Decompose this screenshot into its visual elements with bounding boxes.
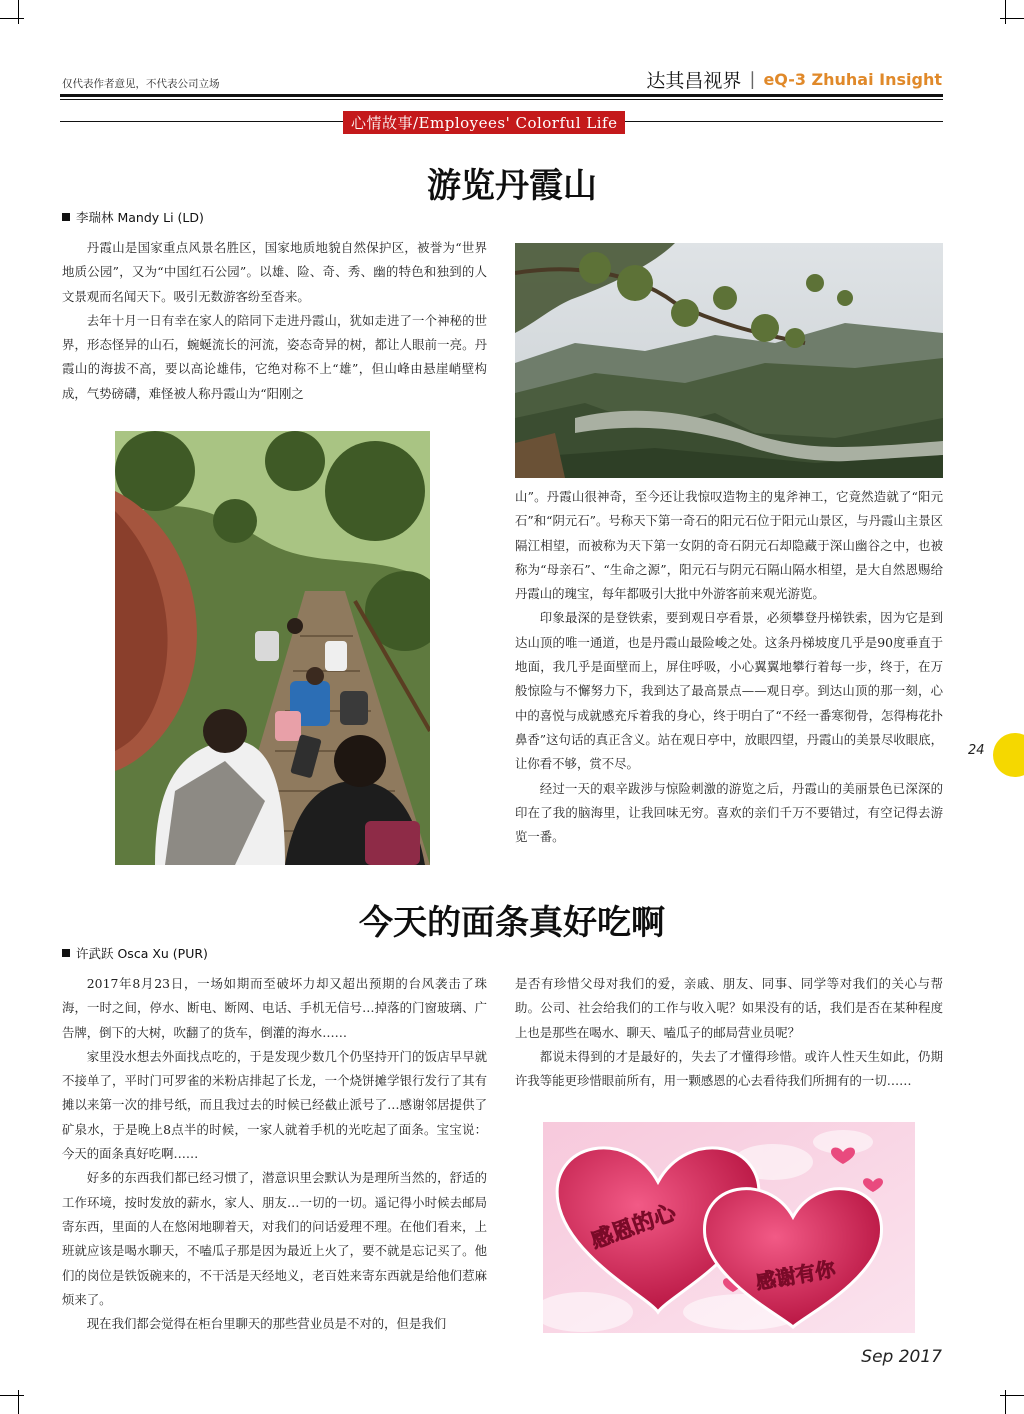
- article-body-right: [515, 485, 943, 849]
- crop-mark: [0, 1395, 24, 1396]
- article-title: 游览丹霞山: [427, 166, 597, 206]
- author-name: 李瑞林 Mandy Li (LD): [76, 210, 204, 225]
- magazine-masthead: [646, 66, 942, 93]
- masthead-separator: |: [749, 69, 756, 90]
- author-name: 许武跃 Osca Xu (PUR): [76, 946, 208, 961]
- header-rule: [60, 94, 943, 97]
- crop-mark: [18, 1390, 19, 1414]
- crop-mark: [0, 18, 24, 19]
- issue-date: Sep 2017: [861, 1347, 942, 1367]
- magazine-name-en: eQ-3 Zhuhai Insight: [763, 70, 942, 89]
- paragraph: 丹霞山是国家重点风景名胜区，国家地质地貌自然保护区，被誉为“世界地质公园”，又为“中国红石公园”。以雄、险、奇、秀、幽的特色和独到的人文景观而名闻天下。吸引无数游客纷至沓来。: [62, 240, 487, 304]
- disclaimer: 仅代表作者意见，不代表公司立场: [62, 78, 220, 90]
- crop-mark: [18, 0, 19, 24]
- magazine-name-cn: 达其昌视界: [646, 70, 742, 92]
- article-body-left: [62, 236, 487, 406]
- byline: [62, 944, 208, 962]
- paragraph: 家里没水想去外面找点吃的，于是发现少数几个仍坚持开门的饭店早早就不接单了，平时门可罗雀的米粉店排起了长龙，一个烧饼摊学银行发行了其有摊以来第一次的排号纸，而且我过去的时候已经截止派号了…感谢邻居提供了矿泉水，于是晚上8点半的时候，一家人就着手机的光吃起了面条。宝宝说：今天的面条真好吃啊……: [62, 1048, 487, 1162]
- article-body-left: [62, 972, 487, 1336]
- paragraph: 好多的东西我们都已经习惯了，潜意识里会默认为是理所当然的，舒适的工作环境，按时发放的薪水，家人、朋友…一切的一切。遥记得小时候去邮局寄东西，里面的人在悠闲地聊着天，对我们的问话爱理不理。在他们看来，上班就应该是喝水聊天，不嗑瓜子那是因为最近上火了，要不就是忘记买了。他们的岗位是铁饭碗来的，不干活是天经地义，老百姓来寄东西就是给他们惹麻烦来了。: [62, 1170, 487, 1307]
- paragraph: 是否有珍惜父母对我们的爱，亲戚、朋友、同事、同学等对我们的关心与帮助。公司、社会给我们的工作与收入呢？如果没有的话，我们是否在某种程度上也是那些在喝水、聊天、嗑瓜子的邮局营业员呢？: [515, 976, 943, 1040]
- byline: [62, 208, 204, 226]
- paragraph: 印象最深的是登铁索，要到观日亭看景，必须攀登丹梯铁索，因为它是到达山顶的唯一通道，也是丹霞山最险峻之处。这条丹梯坡度几乎是90度垂直于地面，我几乎是面壁而上，屏住呼吸，小心翼翼地攀行着每一步，终于，在万般惊险与不懈努力下，我到达了最高景点——观日亭。到达山顶的那一刻，心中的喜悦与成就感充斥着我的身心，终于明白了“不经一番寒彻骨，怎得梅花扑鼻香”这句话的真正含义。站在观日亭中，放眼四望，丹霞山的美景尽收眼底，让你看不够，赏不尽。: [515, 610, 943, 772]
- paragraph: 都说未得到的才是最好的，失去了才懂得珍惜。或许人性天生如此，仍期许我等能更珍惜眼前所有，用一颗感恩的心去看待我们所拥有的一切……: [515, 1048, 943, 1089]
- paragraph: 现在我们都会觉得在柜台里聊天的那些营业员是不对的，但是我们: [86, 1316, 447, 1332]
- climbing-photo: [115, 431, 430, 865]
- section-banner: 心情故事/Employees' Colorful Life: [343, 111, 625, 134]
- bullet-square-icon: [62, 949, 70, 957]
- paragraph: 经过一天的艰辛跋涉与惊险刺激的游览之后，丹霞山的美丽景色已深深的印在了我的脑海里，让我回味无穷。喜欢的亲们千万不要错过，有空记得去游览一番。: [515, 780, 943, 845]
- page-number: 24: [968, 743, 985, 758]
- crop-mark: [1000, 1395, 1024, 1396]
- article-title: 今天的面条真好吃啊: [359, 903, 665, 943]
- card-text-thank-you: 感谢有你: [754, 1256, 838, 1295]
- card-text-grateful-heart: 感恩的心: [587, 1199, 680, 1255]
- bullet-square-icon: [62, 213, 70, 221]
- paragraph: 2017年8月23日，一场如期而至破坏力却又超出预期的台风袭击了珠海，一时之间，停水、断电、断网、电话、手机无信号…掉落的门窗玻璃、广告牌，倒下的大树，吹翻了的货车，倒灌的海水……: [62, 976, 487, 1040]
- greeting-card-image: [543, 1122, 915, 1333]
- crop-mark: [1005, 0, 1006, 24]
- paragraph: 山”。丹霞山很神奇，至今还让我惊叹造物主的鬼斧神工，它竟然造就了“阳元石”和“阴元石”。号称天下第一奇石的阳元石位于阳元山景区，与丹霞山主景区隔江相望，而被称为天下第一女阴的奇石阴元石却隐藏于深山幽谷之中，也被称为“母亲石”、“生命之源”，阳元石与阴元石隔山隔水相望，是大自然恩赐给丹霞山的瑰宝，每年都吸引大批中外游客前来观光游览。: [515, 489, 943, 602]
- article-body-right: [515, 972, 943, 1093]
- crop-mark: [1000, 18, 1024, 19]
- paragraph: 去年十月一日有幸在家人的陪同下走进丹霞山，犹如走进了一个神秘的世界，形态怪异的山石，蜿蜒流长的河流，姿态奇异的树，都让人眼前一亮。丹霞山的海拔不高，要以高论雄伟，它绝对称不上“雄”，但山峰由悬崖峭壁构成，气势磅礴，难怪被人称丹霞山为“阳刚之: [62, 312, 487, 401]
- page-marker-dot: [993, 733, 1024, 777]
- landscape-photo: [515, 243, 943, 478]
- crop-mark: [1005, 1390, 1006, 1414]
- header-rule-thin: [60, 99, 943, 100]
